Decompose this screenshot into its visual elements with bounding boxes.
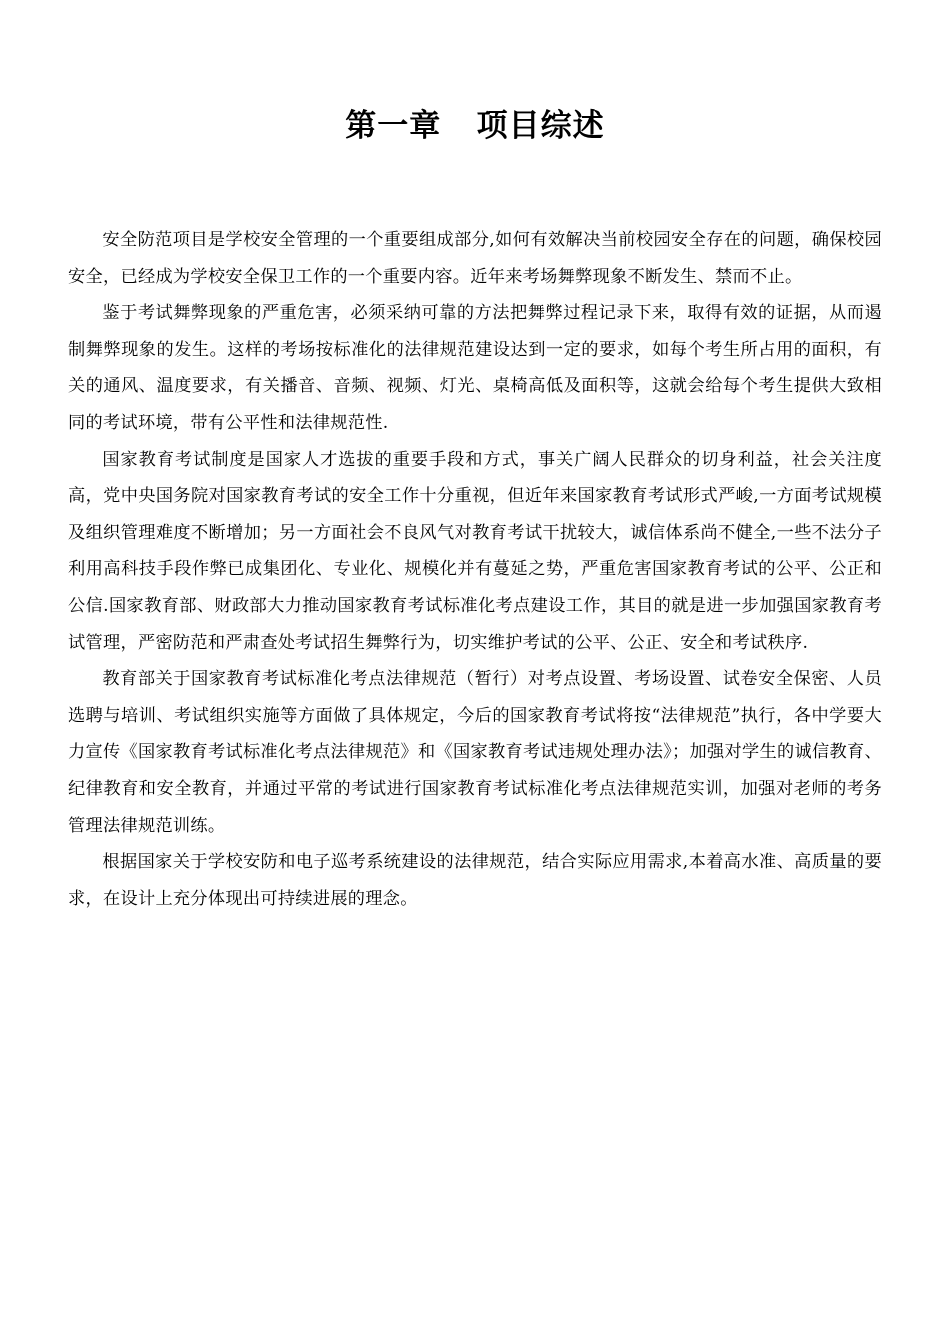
paragraph-5: 根据国家关于学校安防和电子巡考系统建设的法律规范，结合实际应用需求,本着高水准、高质量的要求，在设计上充分体现出可持续进展的理念。 <box>68 852 882 909</box>
paragraph-3: 国家教育考试制度是国家人才选拔的重要手段和方式，事关广阔人民群众的切身利益，社会关注度高，党中央国务院对国家教育考试的安全工作十分重视，但近年来国家教育考试形式严峻,一方面考试规模及组织管理难度不断增加；另一方面社会不良风气对教育考试干扰较大，诚信体系尚不健全,一些不法分子利用高科技手段作弊已成集团化、专业化、规模化并有蔓延之势，严重危害国家教育考试的公平、公正和公信.国家教育部、财政部大力推动国家教育考试标准化考点建设工作，其目的就是进一步加强国家教育考试管理，严密防范和严肃查处考试招生舞弊行为，切实维护考试的公平、公正、安全和考试秩序. <box>68 449 882 653</box>
paragraph-2: 鉴于考试舞弊现象的严重危害，必须采纳可靠的方法把舞弊过程记录下来，取得有效的证据，从而遏制舞弊现象的发生。这样的考场按标准化的法律规范建设达到一定的要求，如每个考生所占用的面积，有关的通风、温度要求，有关播音、音频、视频、灯光、桌椅高低及面积等，这就会给每个考生提供大致相同的考试环境，带有公平性和法律规范性. <box>68 303 882 433</box>
paragraph-1: 安全防范项目是学校安全管理的一个重要组成部分,如何有效解决当前校园安全存在的问题，确保校园安全，已经成为学校安全保卫工作的一个重要内容。近年来考场舞弊现象不断发生、禁而不止。 <box>68 230 882 287</box>
body-text <box>68 222 882 917</box>
chapter-title: 第一章 项目综述 <box>345 108 605 144</box>
paragraph-4: 教育部关于国家教育考试标准化考点法律规范（暂行）对考点设置、考场设置、试卷安全保密、人员选聘与培训、考试组织实施等方面做了具体规定，今后的国家教育考试将按“法律规范”执行，各中学要大力宣传《国家教育考试标准化考点法律规范》和《国家教育考试违规处理办法》；加强对学生的诚信教育、纪律教育和安全教育，并通过平常的考试进行国家教育考试标准化考点法律规范实训，加强对老师的考务管理法律规范训练。 <box>68 669 882 836</box>
